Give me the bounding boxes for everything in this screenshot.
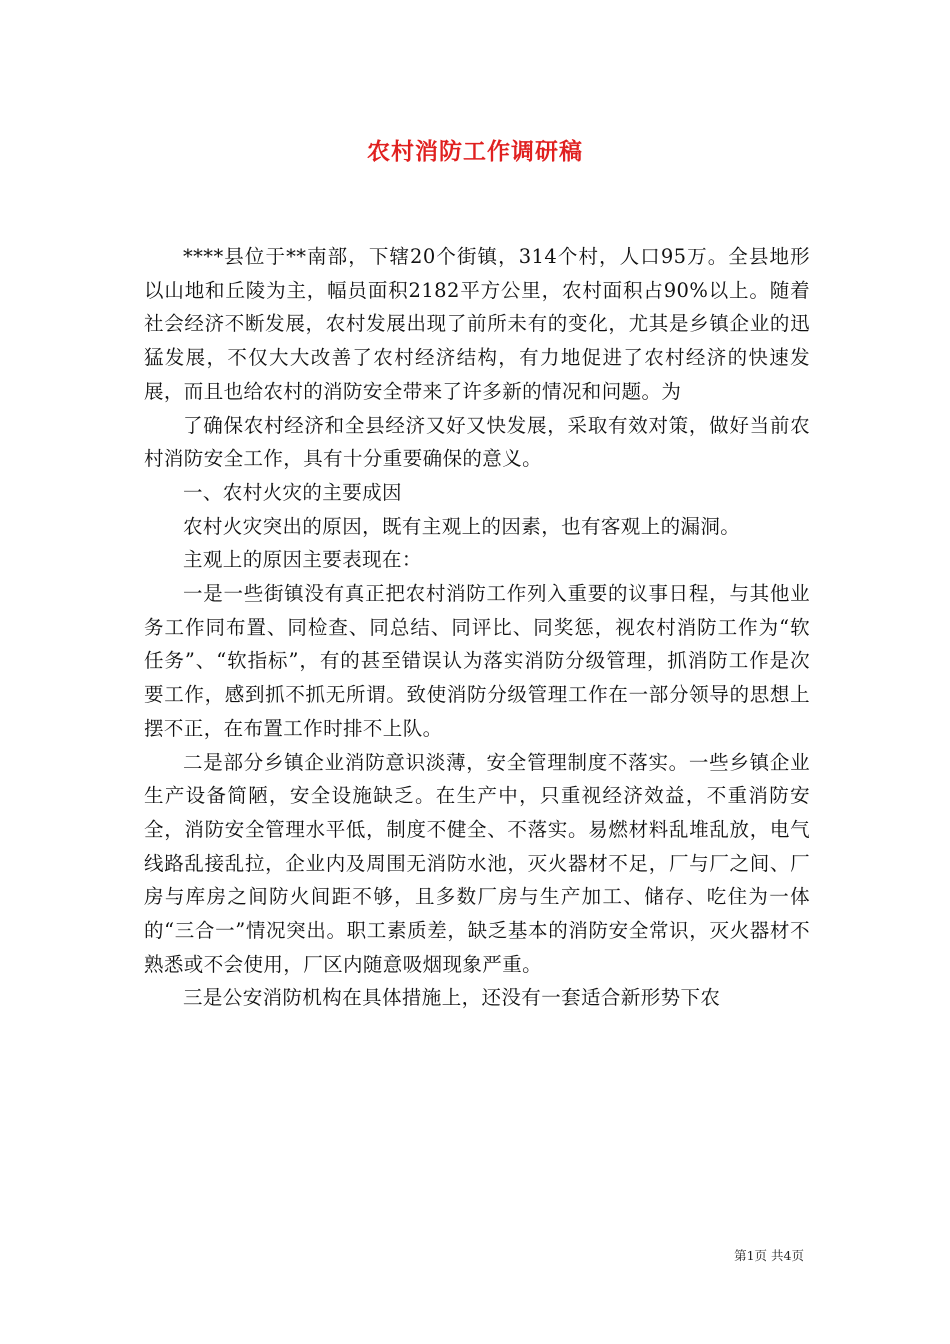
document-body xyxy=(144,240,810,1015)
paragraph-subjective-heading: 主观上的原因主要表现在： xyxy=(183,548,422,572)
document-title: 农村消防工作调研稿 xyxy=(367,138,583,165)
page-indicator: 第1页 共4页 xyxy=(734,1248,804,1263)
paragraph-point-three: 三是公安消防机构在具体措施上，还没有一套适合新形势下农 xyxy=(183,986,721,1010)
section-heading-causes: 一、农村火灾的主要成因 xyxy=(183,480,402,504)
paragraph-purpose: 了确保农村经济和全县经济又好又快发展，采取有效对策，做好当前农村消防安全工作，具有十分重要确保的意义。 xyxy=(144,413,810,471)
paragraph-point-two: 二是部分乡镇企业消防意识淡薄，安全管理制度不落实。一些乡镇企业生产设备简陋，安全设施缺乏。在生产中，只重视经济效益，不重消防安全，消防安全管理水平低，制度不健全、不落实。易燃材料乱堆乱放，电气线路乱接乱拉，企业内及周围无消防水池，灭火器材不足，厂与厂之间、厂房与库房之间防火间距不够，且多数厂房与生产加工、储存、吃住为一体的“三合一”情况突出。职工素质差，缺乏基本的消防安全常识，灭火器材不熟悉或不会使用，厂区内随意吸烟现象严重。 xyxy=(144,750,810,976)
paragraph-intro: ****县位于**南部，下辖20个街镇，314个村，人口95万。全县地形以山地和丘陵为主，幅员面积2182平方公里，农村面积占90%以上。随着社会经济不断发展，农村发展出现了前所未有的变化，尤其是乡镇企业的迅猛发展，不仅大大改善了农村经济结构，有力地促进了农村经济的快速发展，而且也给农村的消防安全带来了许多新的情况和问题。为 xyxy=(144,245,810,403)
paragraph-causes-overview: 农村火灾突出的原因，既有主观上的因素，也有客观上的漏洞。 xyxy=(183,514,741,538)
paragraph-point-one: 一是一些街镇没有真正把农村消防工作列入重要的议事日程，与其他业务工作同布置、同检查、同总结、同评比、同奖惩，视农村消防工作为“软任务”、“软指标”，有的甚至错误认为落实消防分级管理，抓消防工作是次要工作，感到抓不抓无所谓。致使消防分级管理工作在一部分领导的思想上摆不正，在布置工作时排不上队。 xyxy=(144,582,810,740)
